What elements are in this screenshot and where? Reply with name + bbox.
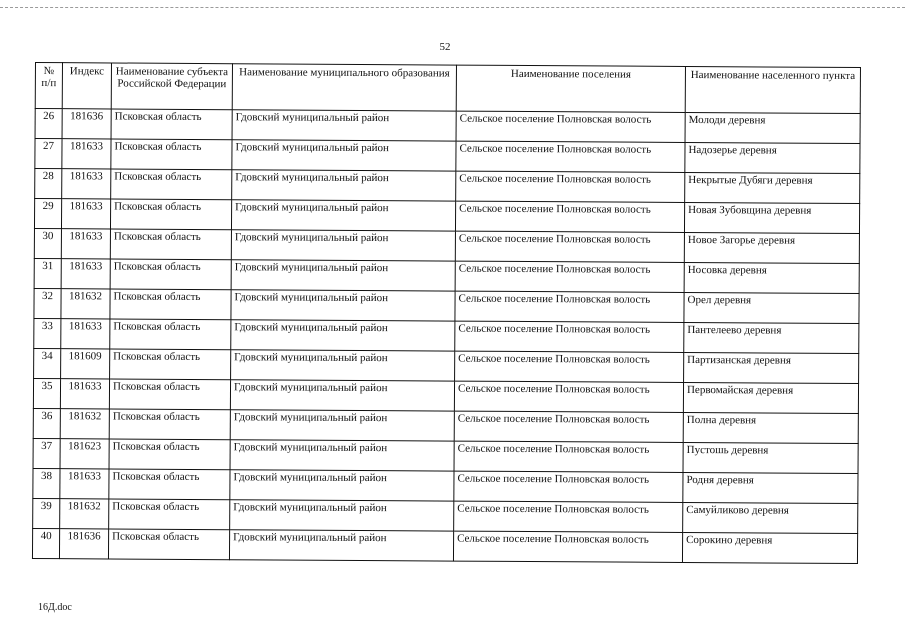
postal-index: 181633 [61,199,110,229]
municipality-cell: Гдовский муниципальный район [231,200,455,231]
subject-cell: Псковская область [109,409,230,440]
settlement-cell: Сельское поселение Полновская волость [454,441,683,472]
row-number: 31 [34,258,61,288]
settlement-cell: Сельское поселение Полновская волость [454,381,683,412]
row-number: 34 [34,348,61,378]
top-scan-rule [0,7,905,8]
subject-cell: Псковская область [110,199,231,230]
postal-index: 181633 [61,259,110,289]
postal-index: 181623 [60,439,109,469]
header-num: № п/п [35,63,62,109]
localities-table [32,62,861,564]
page-number: 52 [439,41,451,53]
settlement-cell: Сельское поселение Полновская волость [455,201,684,232]
subject-cell: Псковская область [111,169,232,200]
settlement-cell: Сельское поселение Полновская волость [455,261,684,292]
subject-cell: Псковская область [108,529,229,560]
municipality-cell: Гдовский муниципальный район [232,170,456,201]
row-number: 29 [34,199,61,229]
postal-index: 181633 [61,229,110,259]
municipality-cell: Гдовский муниципальный район [231,230,455,261]
subject-cell: Псковская область [110,289,231,320]
locality-cell: Молоди деревня [685,112,860,143]
header-subject: Наименование субъекта Российской Федерации [111,63,232,110]
postal-index: 181636 [62,109,111,139]
municipality-cell: Гдовский муниципальный район [230,380,454,411]
subject-cell: Псковская область [111,139,232,170]
municipality-cell: Гдовский муниципальный район [231,320,455,351]
table-row [32,528,857,563]
postal-index: 181633 [60,469,109,499]
settlement-cell: Сельское поселение Полновская волость [455,291,684,322]
municipality-cell: Гдовский муниципальный район [231,290,455,321]
municipality-cell: Гдовский муниципальный район [231,260,455,291]
locality-cell: Пантелеево деревня [684,322,859,353]
settlement-cell: Сельское поселение Полновская волость [455,321,684,352]
municipality-cell: Гдовский муниципальный район [230,440,454,471]
postal-index: 181633 [60,379,109,409]
postal-index: 181632 [60,499,109,529]
municipality-cell: Гдовский муниципальный район [232,140,456,171]
locality-cell: Орел деревня [684,292,859,323]
municipality-cell: Гдовский муниципальный район [230,500,454,531]
row-number: 28 [35,169,62,199]
subject-cell: Псковская область [111,109,232,140]
header-index: Индекс [62,63,111,109]
municipality-cell: Гдовский муниципальный район [230,470,454,501]
settlement-cell: Сельское поселение Полновская волость [455,351,684,382]
settlement-cell: Сельское поселение Полновская волость [454,411,683,442]
row-number: 36 [33,408,60,438]
row-number: 40 [32,528,59,558]
subject-cell: Псковская область [110,229,231,260]
document-page [35,62,860,559]
locality-cell: Носовка деревня [684,262,859,293]
row-number: 39 [33,498,60,528]
row-number: 38 [33,468,60,498]
locality-cell: Первомайская деревня [683,382,858,413]
postal-index: 181633 [62,139,111,169]
subject-cell: Псковская область [109,439,230,470]
postal-index: 181633 [62,169,111,199]
postal-index: 181632 [60,409,109,439]
locality-cell: Родня деревня [683,472,858,503]
postal-index: 181633 [61,319,110,349]
locality-cell: Новое Загорье деревня [684,232,859,263]
postal-index: 181636 [59,529,108,559]
row-number: 33 [34,318,61,348]
subject-cell: Псковская область [110,349,231,380]
row-number: 37 [33,438,60,468]
subject-cell: Псковская область [109,499,230,530]
locality-cell: Пустошь деревня [683,442,858,473]
locality-cell: Надозерье деревня [685,142,860,173]
municipality-cell: Гдовский муниципальный район [232,110,456,141]
municipality-cell: Гдовский муниципальный район [231,350,455,381]
municipality-cell: Гдовский муниципальный район [230,410,454,441]
municipality-cell: Гдовский муниципальный район [229,530,453,561]
locality-cell: Сорокино деревня [682,532,857,563]
subject-cell: Псковская область [109,469,230,500]
settlement-cell: Сельское поселение Полновская волость [455,231,684,262]
locality-cell: Партизанская деревня [684,352,859,383]
row-number: 30 [34,228,61,258]
locality-cell: Полна деревня [683,412,858,443]
settlement-cell: Сельское поселение Полновская волость [456,111,685,142]
header-municipality: Наименование муниципального образования [232,64,456,111]
settlement-cell: Сельское поселение Полновская волость [453,531,682,562]
subject-cell: Псковская область [110,259,231,290]
subject-cell: Псковская область [109,379,230,410]
settlement-cell: Сельское поселение Полновская волость [454,471,683,502]
locality-cell: Новая Зубовщина деревня [684,202,859,233]
settlement-cell: Сельское поселение Полновская волость [454,501,683,532]
postal-index: 181609 [61,349,110,379]
row-number: 35 [33,378,60,408]
row-number: 32 [34,288,61,318]
document-filename: 16Д.doc [38,602,72,613]
header-row [35,63,860,114]
subject-cell: Псковская область [110,319,231,350]
locality-cell: Самуйликово деревня [683,502,858,533]
header-locality: Наименование населенного пункта [685,66,860,113]
row-number: 27 [35,139,62,169]
postal-index: 181632 [61,289,110,319]
settlement-cell: Сельское поселение Полновская волость [456,171,685,202]
row-number: 26 [35,109,62,139]
header-settlement: Наименование поселения [456,65,685,112]
locality-cell: Некрытые Дубяги деревня [685,172,860,203]
settlement-cell: Сельское поселение Полновская волость [456,141,685,172]
table-body [32,109,860,564]
